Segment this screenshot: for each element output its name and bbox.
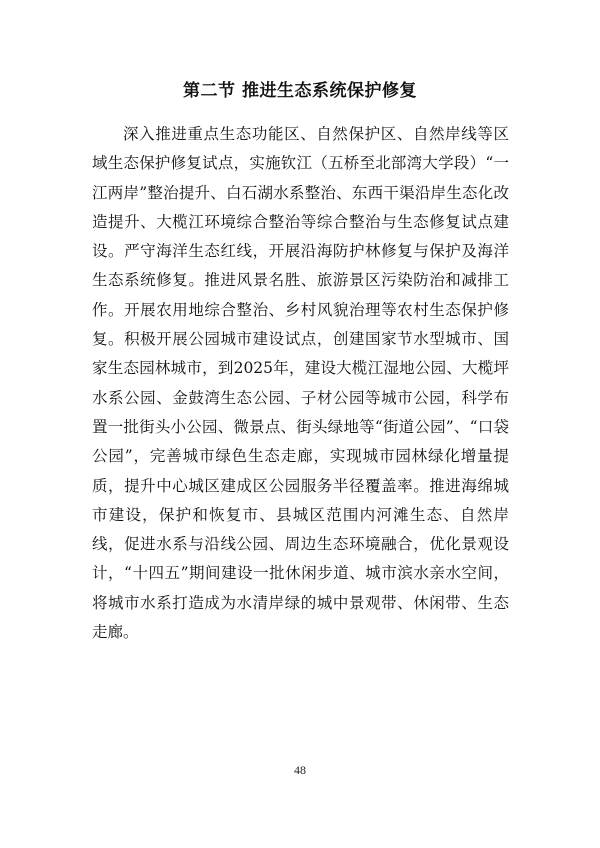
page-number: 48 xyxy=(294,763,306,777)
body-paragraph: 深入推进重点生态功能区、自然保护区、自然岸线等区域生态保护修复试点，实施钦江（五桥至北部湾大学段）“一江两岸”整治提升、白石湖水系整治、东西干渠沿岸生态化改造提升、大榄江环境综合整治等综合整治与生态修复试点建设。严守海洋生态红线，开展沿海防护林修复与保护及海洋生态系统修复。推进风景名胜、旅游景区污染防治和减排工作。开展农用地综合整治、乡村风貌治理等农村生态保护修复。积极开展公园城市建设试点，创建国家节水型城市、国家生态园林城市，到2025年，建设大榄江湿地公园、大榄坪水系公园、金鼓湾生态公园、子材公园等城市公园，科学布置一批街头小公园、微景点、街头绿地等“街道公园”、“口袋公园”，完善城市绿色生态走廊，实现城市园林绿化增量提质，提升中心城区建成区公园服务半径覆盖率。推进海绵城市建设，保护和恢复市、县城区范围内河滩生态、自然岸线，促进水系与沿线公园、周边生态环境融合，优化景观设计，“十四五”期间建设一批休闲步道、城市滨水亲水空间，将城市水系打造成为水清岸绿的城中景观带、休闲带、生态走廊。 xyxy=(92,125,509,642)
section-title: 第二节 推进生态系统保护修复 xyxy=(183,81,417,101)
